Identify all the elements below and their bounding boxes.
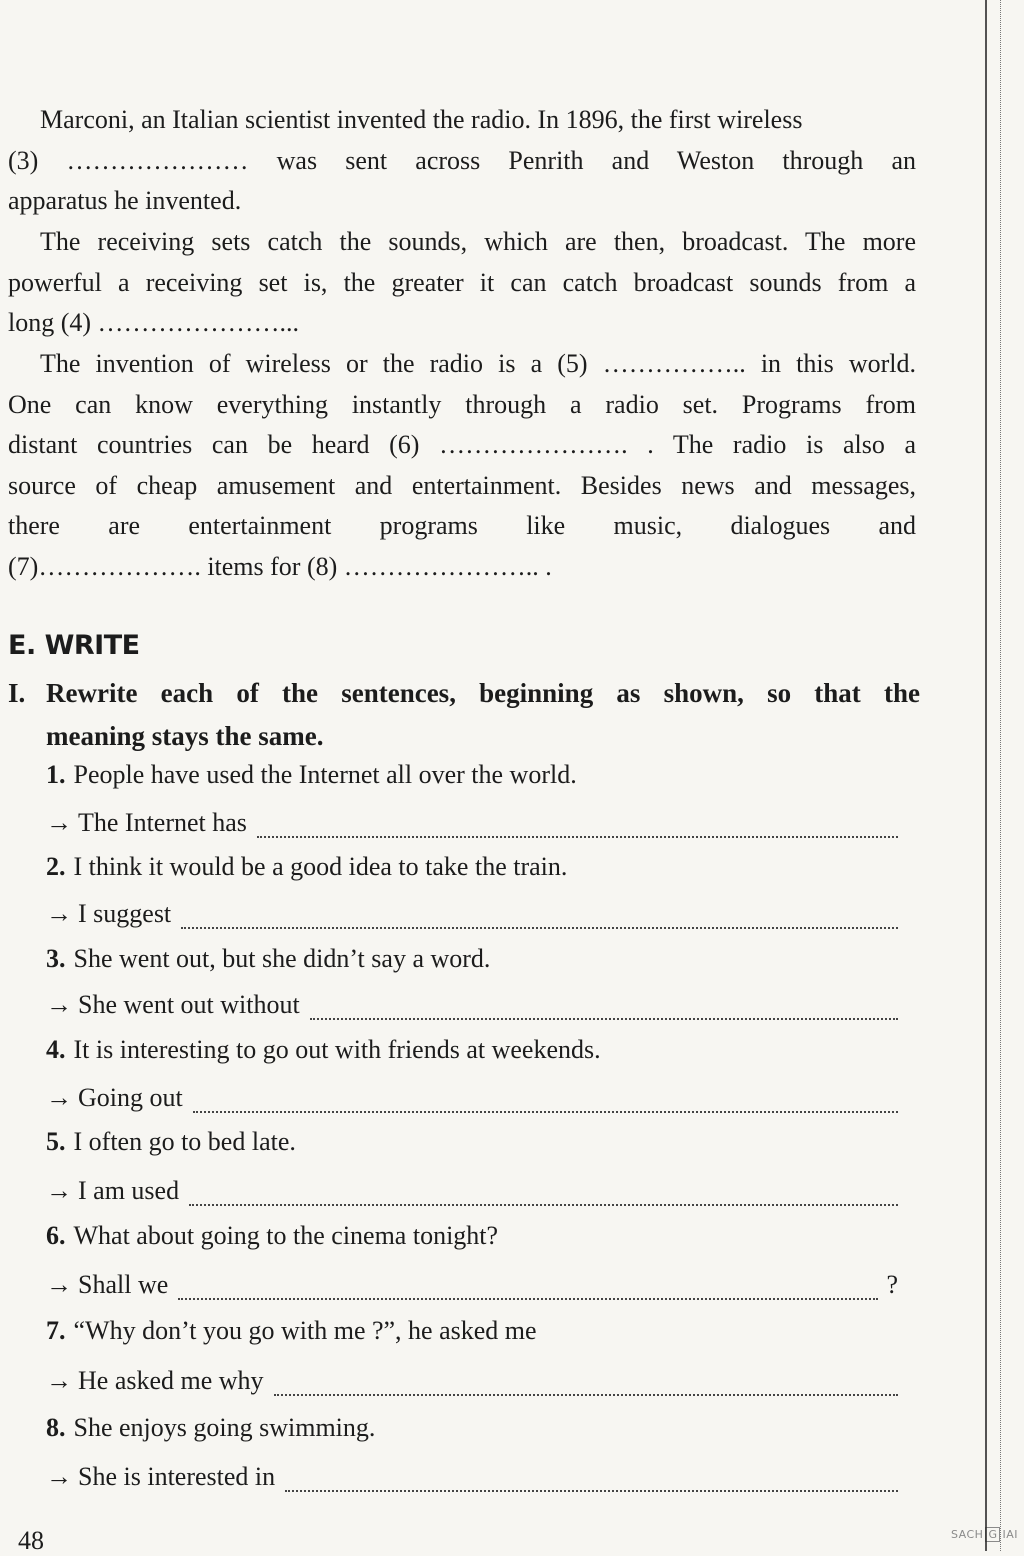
sentence-text: People have used the Internet all over the world.: [73, 760, 577, 789]
paragraph-line: Marconi, an Italian scientist invented the radio. In 1896, the first wireless: [40, 105, 803, 134]
answer-blank[interactable]: [181, 926, 898, 929]
exercise-sentence: [46, 760, 898, 800]
exercise-instruction: [8, 672, 920, 758]
item-number: 4.: [46, 1035, 66, 1064]
watermark-text: SACH: [950, 1528, 984, 1541]
instruction-line: Rewrite each of the sentences, beginning as shown, so that the: [46, 678, 920, 708]
answer-line: [46, 1366, 898, 1406]
answer-prompt: I am used: [78, 1176, 180, 1205]
answer-line: [46, 1176, 898, 1216]
reading-paragraph-2: [8, 222, 916, 344]
answer-prompt: She is interested in: [78, 1462, 276, 1491]
reading-paragraph-3: [8, 344, 916, 587]
answer-blank[interactable]: [310, 1017, 898, 1020]
answer-blank[interactable]: [178, 1297, 878, 1300]
exercise-sentence: [46, 1221, 898, 1261]
arrow-icon: →: [46, 899, 72, 928]
item-number: 7.: [46, 1316, 66, 1345]
section-heading: E. WRITE: [8, 630, 140, 661]
paragraph-line: (3) ………………… was sent across Penrith and Weston through an: [8, 145, 916, 175]
watermark-text: IAI: [1002, 1528, 1018, 1541]
answer-prompt: I suggest: [78, 899, 172, 928]
exercise-sentence: [46, 1413, 898, 1453]
paragraph-line: there are entertainment programs like music, dialogues and: [8, 511, 916, 540]
answer-prompt: Going out: [78, 1083, 183, 1112]
answer-line: [46, 1083, 898, 1123]
item-number: 6.: [46, 1221, 66, 1250]
answer-blank[interactable]: [285, 1489, 898, 1492]
arrow-icon: →: [46, 1176, 72, 1205]
paragraph-line: apparatus he invented.: [8, 186, 242, 215]
paragraph-line: The receiving sets catch the sounds, which are then, broadcast. The more: [40, 227, 916, 256]
arrow-icon: →: [46, 1366, 72, 1395]
answer-blank[interactable]: [189, 1203, 898, 1206]
answer-prompt: The Internet has: [78, 808, 247, 837]
exercise-sentence: [46, 1035, 898, 1075]
item-number: 5.: [46, 1127, 66, 1156]
question-mark: ?: [886, 1270, 898, 1299]
item-number: 1.: [46, 760, 66, 789]
sentence-text: What about going to the cinema tonight?: [73, 1221, 499, 1250]
arrow-icon: →: [46, 990, 72, 1019]
exercise-sentence: [46, 944, 898, 984]
answer-line: [46, 1270, 898, 1310]
paragraph-line: The invention of wireless or the radio is a (5) …………….. in this world.: [40, 349, 916, 378]
arrow-icon: →: [46, 1083, 72, 1112]
answer-blank[interactable]: [274, 1393, 898, 1396]
sentence-text: She enjoys going swimming.: [73, 1413, 376, 1442]
instruction-number: I.: [8, 678, 26, 708]
paragraph-line: source of cheap amusement and entertainment. Besides news and messages,: [8, 470, 916, 500]
answer-line: [46, 808, 898, 848]
answer-blank[interactable]: [193, 1110, 898, 1113]
paragraph-line: One can know everything instantly through a radio set. Programs from: [8, 389, 916, 419]
answer-prompt: She went out without: [78, 990, 300, 1019]
answer-prompt: He asked me why: [78, 1366, 264, 1395]
page-binding-edge: [985, 0, 987, 1551]
paragraph-line: powerful a receiving set is, the greater it can catch broadcast sounds from a: [8, 267, 916, 297]
answer-line: [46, 899, 898, 939]
reading-paragraph-1: [8, 100, 916, 222]
sentence-text: She went out, but she didn’t say a word.: [73, 944, 491, 973]
instruction-line: meaning stays the same.: [46, 721, 324, 751]
item-number: 3.: [46, 944, 66, 973]
sentence-text: I often go to bed late.: [73, 1127, 296, 1156]
item-number: 2.: [46, 852, 66, 881]
arrow-icon: →: [46, 1270, 72, 1299]
item-number: 8.: [46, 1413, 66, 1442]
page-binding-shadow: [1000, 0, 1002, 1551]
paragraph-line: (7)………………. items for (8) ………………….. .: [8, 551, 552, 581]
paragraph-line: long (4) …………………...: [8, 308, 300, 337]
answer-prompt: Shall we: [78, 1270, 169, 1299]
arrow-icon: →: [46, 1462, 72, 1491]
answer-line: [46, 990, 898, 1030]
arrow-icon: →: [46, 808, 72, 837]
answer-line: [46, 1462, 898, 1502]
sentence-text: It is interesting to go out with friends at weekends.: [73, 1035, 601, 1064]
exercise-sentence: [46, 852, 898, 892]
exercise-sentence: [46, 1127, 898, 1167]
page-number: 48: [18, 1526, 44, 1555]
answer-blank[interactable]: [257, 835, 898, 838]
sentence-text: I think it would be a good idea to take the train.: [73, 852, 568, 881]
paragraph-line: distant countries can be heard (6) …………………. . The radio is also a: [8, 430, 916, 459]
exercise-sentence: [46, 1316, 898, 1356]
watermark-box: G: [985, 1527, 1000, 1542]
sentence-text: “Why don’t you go with me ?”, he asked me: [73, 1316, 537, 1345]
